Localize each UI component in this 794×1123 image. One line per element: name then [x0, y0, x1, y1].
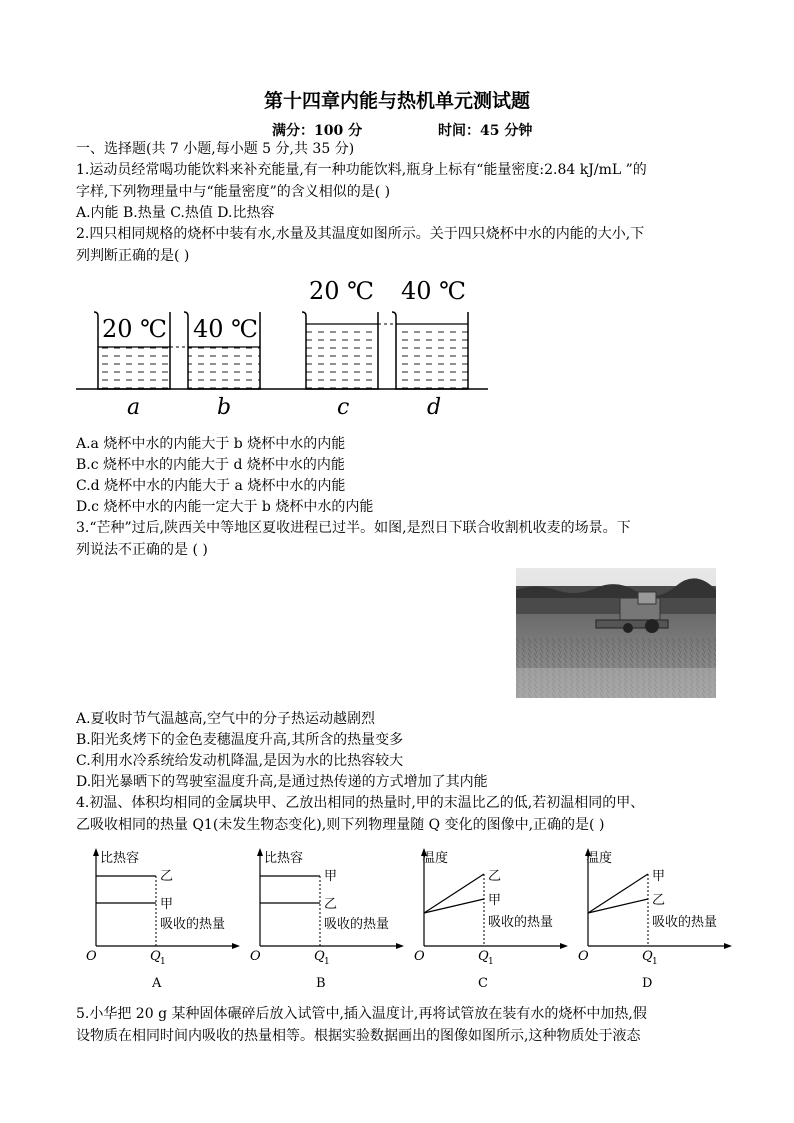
graph-d-xlabel: 吸收的热量 [652, 915, 718, 930]
graph-d-origin: O [578, 949, 589, 964]
q3-line2: 列说法不正确的是 ( ) [76, 542, 208, 558]
graph-d-ylabel: 温度 [586, 851, 613, 866]
q2-line1: 2.四只相同规格的烧杯中装有水,水量及其温度如图所示。关于四只烧杯中水的内能的大小,下 [76, 226, 645, 242]
beaker-a-temp: 20 ℃ [102, 315, 168, 343]
q3-option-b: B.阳光炙烤下的金色麦穗温度升高,其所含的热量变多 [76, 732, 404, 748]
graph-d-bottom-label: 乙 [652, 893, 666, 908]
q2-line2: 列判断正确的是( ) [76, 248, 190, 264]
beaker-d-temp: 40 ℃ [401, 277, 467, 305]
graph-b-q: Q [314, 949, 325, 964]
graph-c-origin: O [414, 949, 425, 964]
q2-option-d: D.c 烧杯中水的内能一定大于 b 烧杯中水的内能 [76, 499, 374, 515]
graph-d-letter: D [642, 976, 653, 991]
beaker-c-temp: 20 ℃ [309, 277, 375, 305]
graph-b-q-sub: 1 [324, 957, 330, 967]
graph-a [86, 846, 246, 991]
harvester-photo [516, 568, 716, 698]
graph-c-q-sub: 1 [488, 957, 494, 967]
q5-line1: 5.小华把 20 g 某种固体碾碎后放入试管中,插入温度计,再将试管放在装有水的烧杯中加热,假 [76, 1006, 647, 1022]
graph-a-q-sub: 1 [160, 957, 166, 967]
graph-c-letter: C [478, 976, 488, 991]
graph-d-q-sub: 1 [652, 957, 658, 967]
graph-a-q: Q [150, 949, 161, 964]
graph-a-letter: A [152, 976, 162, 991]
graph-b-letter: B [316, 976, 326, 991]
q3-line1: 3.“芒种”过后,陕西关中等地区夏收进程已过半。如图,是烈日下联合收割机收麦的场景。下 [76, 520, 631, 536]
graph-d [578, 846, 738, 991]
q2-option-a: A.a 烧杯中水的内能大于 b 烧杯中水的内能 [76, 436, 346, 452]
q3-option-d: D.阳光暴晒下的驾驶室温度升高,是通过热传递的方式增加了其内能 [76, 774, 488, 790]
beaker-d [392, 312, 468, 389]
time-label: 时间：45 分钟 [438, 123, 533, 139]
graph-a-top-label: 乙 [160, 869, 174, 884]
beaker-a-label: a [127, 395, 141, 420]
graph-a-ylabel: 比热容 [100, 851, 140, 866]
q1-line1: 1.运动员经常喝功能饮料来补充能量,有一种功能饮料,瓶身上标有“能量密度:2.84 kJ/mL ”的 [76, 162, 647, 178]
graph-b [250, 846, 410, 991]
graph-c-q: Q [478, 949, 489, 964]
graph-a-origin: O [86, 949, 97, 964]
graph-a-bottom-label: 甲 [160, 897, 174, 912]
graph-b-xlabel: 吸收的热量 [324, 917, 390, 932]
page-title: 第十四章内能与热机单元测试题 [263, 90, 530, 112]
q3-option-a: A.夏收时节气温越高,空气中的分子热运动越剧烈 [76, 711, 376, 727]
graph-d-top-label: 甲 [652, 869, 666, 884]
graph-b-bottom-label: 乙 [324, 897, 338, 912]
beakers-figure [76, 272, 496, 422]
q4-line1: 4.初温、体积均相同的金属块甲、乙放出相同的热量时,甲的末温比乙的低,若初温相同的甲、 [76, 795, 645, 811]
score-label: 满分：100 分 [272, 123, 363, 139]
graph-b-origin: O [250, 949, 261, 964]
graph-c-bottom-label: 甲 [488, 893, 502, 908]
q1-options: A.内能 B.热量 C.热值 D.比热容 [76, 205, 275, 221]
q5-line2: 设物质在相同时间内吸收的热量相等。根据实验数据画出的图像如图所示,这种物质处于液态 [76, 1028, 641, 1044]
beaker-c [302, 312, 378, 389]
q1-line2: 字样,下列物理量中与“能量密度”的含义相似的是( ) [76, 184, 391, 200]
beaker-b-temp: 40 ℃ [193, 315, 259, 343]
q2-option-c: C.d 烧杯中水的内能大于 a 烧杯中水的内能 [76, 478, 346, 494]
beaker-c-label: c [337, 395, 350, 420]
graph-c-top-label: 乙 [488, 869, 502, 884]
graph-b-ylabel: 比热容 [264, 851, 304, 866]
q2-option-b: B.c 烧杯中水的内能大于 d 烧杯中水的内能 [76, 457, 345, 473]
section-heading: 一、选择题(共 7 小题,每小题 5 分,共 35 分) [76, 141, 355, 157]
graph-c [414, 846, 574, 991]
beaker-b-label: b [217, 395, 232, 420]
graph-c-ylabel: 温度 [422, 851, 449, 866]
graph-d-q: Q [642, 949, 653, 964]
beaker-d-label: d [427, 395, 442, 420]
graph-a-xlabel: 吸收的热量 [160, 917, 226, 932]
q4-line2: 乙吸收相同的热量 Q1(未发生物态变化),则下列物理量随 Q 变化的图像中,正确的是( ) [76, 817, 605, 833]
graph-b-top-label: 甲 [324, 869, 338, 884]
graph-c-xlabel: 吸收的热量 [488, 915, 554, 930]
q3-option-c: C.利用水冷系统给发动机降温,是因为水的比热容较大 [76, 753, 404, 769]
